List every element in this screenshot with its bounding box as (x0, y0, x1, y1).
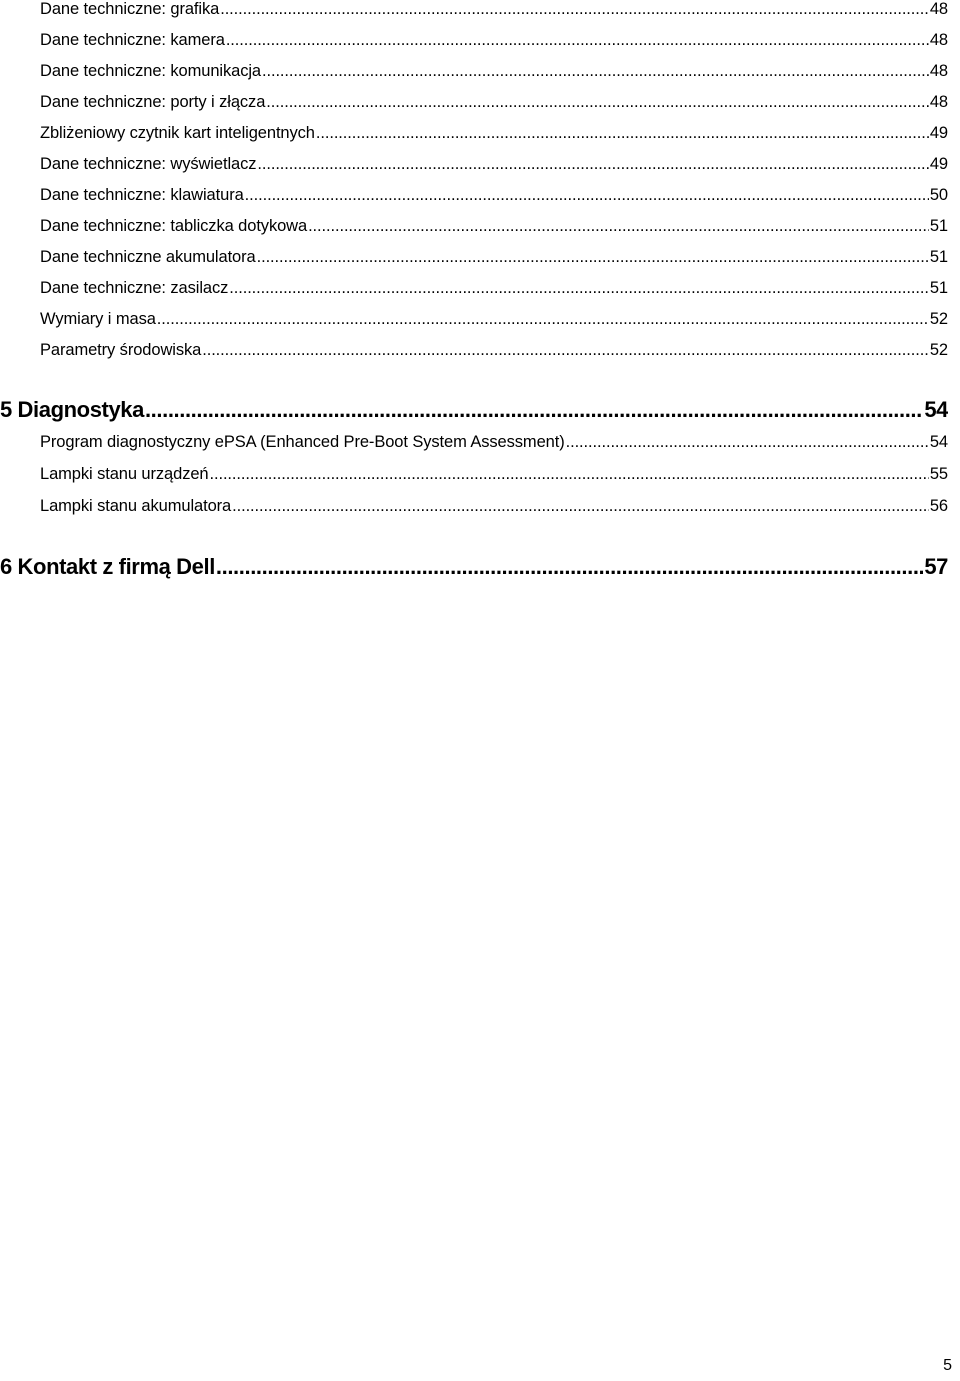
toc-entry-title: Dane techniczne: wyświetlacz (40, 155, 257, 173)
toc-entry-title: Zbliżeniowy czytnik kart inteligentnych (40, 124, 315, 142)
dot-leader (216, 554, 923, 580)
toc-entry-page: 48 (929, 62, 948, 80)
dot-leader (202, 341, 929, 360)
toc-entry[interactable] (40, 497, 948, 521)
toc-chapter-title: 5 Diagnostyka (0, 397, 144, 422)
dot-leader (210, 465, 929, 484)
toc-entry[interactable] (40, 0, 948, 24)
toc-entry-page: 55 (929, 465, 948, 483)
toc-entry-title: Dane techniczne: tabliczka dotykowa (40, 217, 308, 235)
toc-entry-title: Dane techniczne: zasilacz (40, 279, 229, 297)
dot-leader (220, 0, 929, 19)
toc-entry-page: 48 (929, 31, 948, 49)
toc-entry[interactable] (40, 248, 948, 272)
dot-leader (226, 31, 929, 50)
toc-chapter-entry[interactable] (0, 554, 948, 584)
toc-entry[interactable] (40, 93, 948, 117)
toc-entry[interactable] (40, 186, 948, 210)
toc-entry-page: 51 (929, 217, 948, 235)
toc-entry-title: Dane techniczne: porty i złącza (40, 93, 266, 111)
toc-entry-title: Dane techniczne akumulatora (40, 248, 256, 266)
toc-entry[interactable] (40, 124, 948, 148)
toc-entry-title: Lampki stanu akumulatora (40, 497, 232, 515)
toc-entry[interactable] (40, 310, 948, 334)
toc-entry[interactable] (40, 155, 948, 179)
toc-entry-page: 52 (929, 341, 948, 359)
toc-chapter-page: 57 (924, 554, 948, 579)
dot-leader (257, 248, 929, 267)
toc-entry[interactable] (40, 465, 948, 489)
toc-entry-title: Parametry środowiska (40, 341, 202, 359)
toc-entry[interactable] (40, 341, 948, 365)
dot-leader (262, 62, 929, 81)
dot-leader (245, 186, 929, 205)
toc-entry-title: Wymiary i masa (40, 310, 156, 328)
toc-entry-title: Dane techniczne: grafika (40, 0, 220, 18)
dot-leader (308, 217, 929, 236)
dot-leader (566, 433, 929, 452)
dot-leader (316, 124, 929, 143)
toc-entry-page: 49 (929, 124, 948, 142)
toc-entry-title: Dane techniczne: komunikacja (40, 62, 261, 80)
dot-leader (229, 279, 929, 298)
toc-entry-title: Program diagnostyczny ePSA (Enhanced Pre-Boot System Assessment) (40, 433, 565, 451)
toc-entry[interactable] (40, 279, 948, 303)
dot-leader (257, 155, 928, 174)
toc-chapter-page: 54 (924, 397, 948, 422)
dot-leader (232, 497, 929, 516)
toc-entry[interactable] (40, 62, 948, 86)
toc-entry-page: 54 (929, 433, 948, 451)
toc-entry[interactable] (40, 217, 948, 241)
toc-entry[interactable] (40, 31, 948, 55)
dot-leader (266, 93, 929, 112)
dot-leader (145, 397, 923, 423)
page-number: 5 (943, 1357, 952, 1374)
toc-entry-page: 49 (929, 155, 948, 173)
toc-entry-page: 48 (929, 0, 948, 18)
toc-entry-title: Dane techniczne: kamera (40, 31, 225, 49)
toc-entry-page: 50 (929, 186, 948, 204)
toc-entry-page: 51 (929, 279, 948, 297)
toc-entry-title: Dane techniczne: klawiatura (40, 186, 244, 204)
dot-leader (157, 310, 929, 329)
toc-chapter-title: 6 Kontakt z firmą Dell (0, 554, 215, 579)
toc-entry-page: 52 (929, 310, 948, 328)
toc-entry-page: 51 (929, 248, 948, 266)
toc-entry-title: Lampki stanu urządzeń (40, 465, 209, 483)
toc-entry-page: 56 (929, 497, 948, 515)
toc-entry-page: 48 (929, 93, 948, 111)
toc-entry[interactable] (40, 433, 948, 457)
toc-chapter-entry[interactable] (0, 397, 948, 427)
